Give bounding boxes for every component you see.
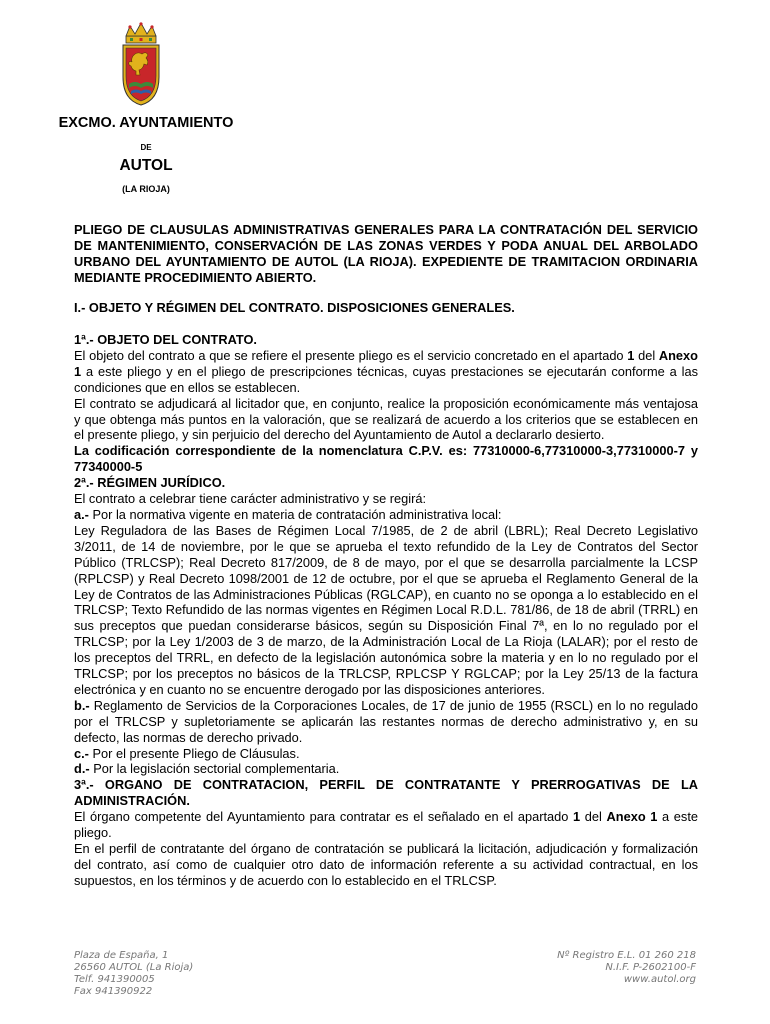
clause-2-item-a: a.- Por la normativa vigente en materia de contratación administrativa local:: [74, 506, 502, 522]
clause-2-intro: El contrato a celebrar tiene carácter administrativo y se regirá:: [74, 491, 427, 507]
footer-fax: Fax 941390922: [74, 986, 153, 997]
clause-2-item-a-text: Ley Reguladora de las Bases de Régimen Local 7/1985, de 2 de abril (LBRL); Real Decreto Legislativo 3/2011, de 14 de noviembre, por le que se aprueba el texto refundido de la Ley de Contratos del Sector Público (TRLCSP); Real Decreto 817/2009, de 8 de mayo, por el que se desarrolla parcialmente la LCSP (RPLCSP) y Real Decreto 1098/2001 de 12 de octubre, por el que se aprueba el Reglamento General de la Ley de Contratos de las Administraciones Públicas (RGLCAP), en cuanto no se oponga a lo establecido en el TRLCSP; Texto Refundido de las normas vigentes en Régimen Local R.D.L. 781/86, de 18 de abril (TRRL) en sus preceptos que puedan considerarse básicos, según su Disposición Final 7ª, en lo no regulado por el TRLCSP; por la Ley 1/2003 de 3 de marzo, de la Administración Local de La Rioja (LALAR); por el resto de los preceptos del TRRL, en defecto de la legislación autonómica sobre la materia y en lo no regulado por el TRLCSP; por los preceptos no básicos de la TRLCSP, RPLCSP Y RGLCAP; por la Ley 25/13 de la factura electrónica y en cuanto no se encuentre derogado por las disposiciones anteriores.: [74, 522, 698, 697]
footer-address-line: 26560 AUTOL (La Rioja): [74, 962, 194, 973]
municipality-region: (LA RIOJA): [122, 184, 170, 194]
footer-nif: N.I.F. P-2602100-F: [605, 962, 696, 973]
clause-1-paragraph-1: El objeto del contrato a que se refiere el presente pliego es el servicio concretado en el apartado 1 del Anexo 1 a este pliego y en el pliego de prescripciones técnicas, cuyas prestaciones se ejecutarán conforme a las condiciones que en ellos se establecen.: [74, 347, 698, 395]
document-body: [74, 332, 698, 889]
footer-phone: Telf. 941390005: [74, 974, 155, 985]
section-heading: I.- OBJETO Y RÉGIMEN DEL CONTRATO. DISPOSICIONES GENERALES.: [74, 300, 515, 315]
municipality-connector: DE: [140, 143, 152, 152]
clause-2-heading: 2ª.- RÉGIMEN JURÍDICO.: [74, 475, 226, 491]
clause-1-heading: 1ª.- OBJETO DEL CONTRATO.: [74, 332, 257, 347]
footer-registry-number: Nº Registro E.L. 01 260 218: [557, 950, 696, 961]
clause-3-paragraph-1: El órgano competente del Ayuntamiento para contratar es el señalado en el apartado 1 del Anexo 1 a este pliego.: [74, 809, 698, 841]
document-title: PLIEGO DE CLAUSULAS ADMINISTRATIVAS GENERALES PARA LA CONTRATACIÓN DEL SERVICIO DE MANTENIMIENTO, CONSERVACIÓN DE LAS ZONAS VERDES Y PODA ANUAL DEL ARBOLADO URBANO DEL AYUNTAMIENTO DE AUTOL (LA RIOJA). EXPEDIENTE DE TRAMITACION ORDINARIA MEDIANTE PROCEDIMIENTO ABIERTO.: [74, 222, 698, 285]
footer-website: www.autol.org: [623, 974, 696, 985]
municipality-name: AUTOL: [119, 157, 173, 174]
clause-1-paragraph-2: El contrato se adjudicará al licitador que, en conjunto, realice la proposición económicamente más ventajosa y que obtenga más puntos en la valoración, que se realizará de acuerdo a los criterios que se establecen en el presente pliego, y sin perjuicio del derecho del Ayuntamiento de Autol a declararlo desierto.: [74, 395, 698, 443]
footer-registry: [557, 950, 696, 986]
clause-2-item-b: b.- Reglamento de Servicios de la Corporaciones Locales, de 17 de junio de 1955 (RSCL) en lo no regulado por el TRLCSP y supletoriamente se aplicarán las restantes normas de derecho administrativo y, en su defecto, las normas de derecho privado.: [74, 697, 698, 745]
municipality-heading: EXCMO. AYUNTAMIENTO: [58, 115, 234, 131]
clause-3-paragraph-2: En el perfil de contratante del órgano de contratación se publicará la licitación, adjudicación y formalización del contrato, así como de cualquier otro dato de información referente a su actividad contractual, en los supuestos, en los términos y de acuerdo con lo establecido en el TRLCSP.: [74, 841, 698, 888]
clause-2-item-d: d.- Por la legislación sectorial complementaria.: [74, 761, 340, 777]
clause-3-heading: 3ª.- ORGANO DE CONTRATACION, PERFIL DE CONTRATANTE Y PRERROGATIVAS DE LA ADMINISTRACIÓN.: [74, 777, 698, 809]
footer-address: [74, 950, 193, 998]
cpv-code: La codificación correspondiente de la nomenclatura C.P.V. es: 77310000-6,77310000-3,77310000-7 y 77340000-5: [74, 443, 698, 475]
clause-2-item-c: c.- Por el presente Pliego de Cláusulas.: [74, 745, 300, 761]
footer-address-line: Plaza de España, 1: [74, 950, 169, 961]
coat-of-arms-icon: [118, 22, 164, 106]
